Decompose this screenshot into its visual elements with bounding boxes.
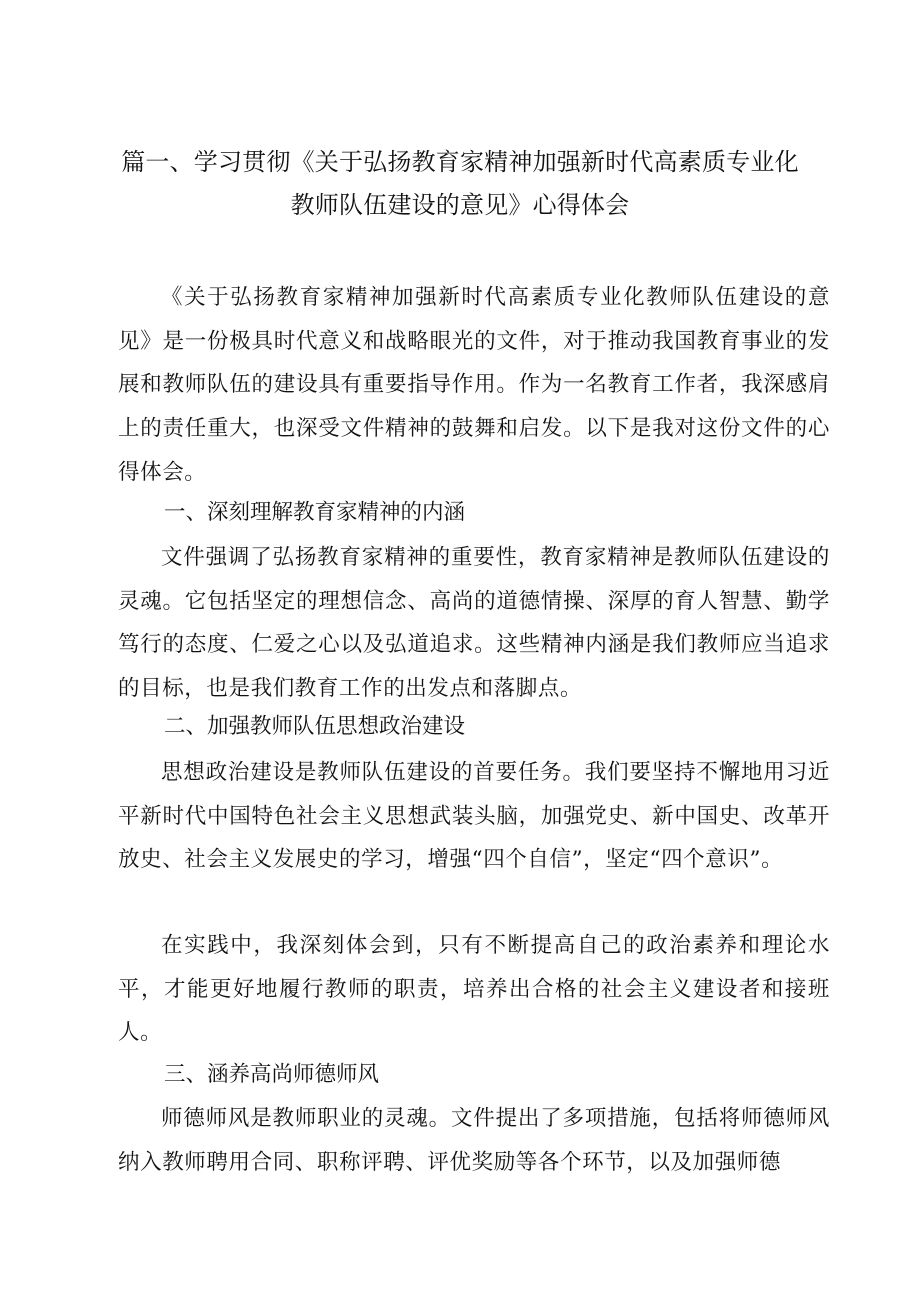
intro-paragraph: 《关于弘扬教育家精神加强新时代高素质专业化教师队伍建设的意见》是一份极具时代意义和战略眼光的文件，对于推动我国教育事业的发展和教师队伍的建设具有重要指导作用。作为一名教育工作者，我深感肩上的责任重大，也深受文件精神的鼓舞和启发。以下是我对这份文件的心得体会。 (118, 285, 830, 485)
section-2-paragraph-1: 思想政治建设是教师队伍建设的首要任务。我们要坚持不懈地用习近平新时代中国特色社会主义思想武装头脑，加强党史、新中国史、改革开放史、社会主义发展史的学习，增强“四个自信”，坚定“四个意识”。 (118, 760, 830, 873)
document-title-line-1: 篇一、学习贯彻《关于弘扬教育家精神加强新时代高素质专业化 (121, 148, 799, 176)
section-heading-3: 三、涵养高尚师德师风 (164, 1062, 380, 1087)
section-2-paragraph-2: 在实践中，我深刻体会到，只有不断提高自己的政治素养和理论水平，才能更好地履行教师的职责，培养出合格的社会主义建设者和接班人。 (118, 933, 830, 1046)
section-heading-1: 一、深刻理解教育家精神的内涵 (164, 500, 466, 525)
section-heading-2: 二、加强教师队伍思想政治建设 (164, 714, 466, 739)
document-title-line-2: 教师队伍建设的意见》心得体会 (290, 191, 630, 219)
section-1-paragraph-1: 文件强调了弘扬教育家精神的重要性，教育家精神是教师队伍建设的灵魂。它包括坚定的理想信念、高尚的道德情操、深厚的育人智慧、勤学笃行的态度、仁爱之心以及弘道追求。这些精神内涵是我们教师应当追求的目标，也是我们教育工作的出发点和落脚点。 (118, 545, 830, 702)
section-3-paragraph-1: 师德师风是教师职业的灵魂。文件提出了多项措施，包括将师德师风纳入教师聘用合同、职称评聘、评优奖励等各个环节，以及加强师德 (118, 1106, 830, 1175)
